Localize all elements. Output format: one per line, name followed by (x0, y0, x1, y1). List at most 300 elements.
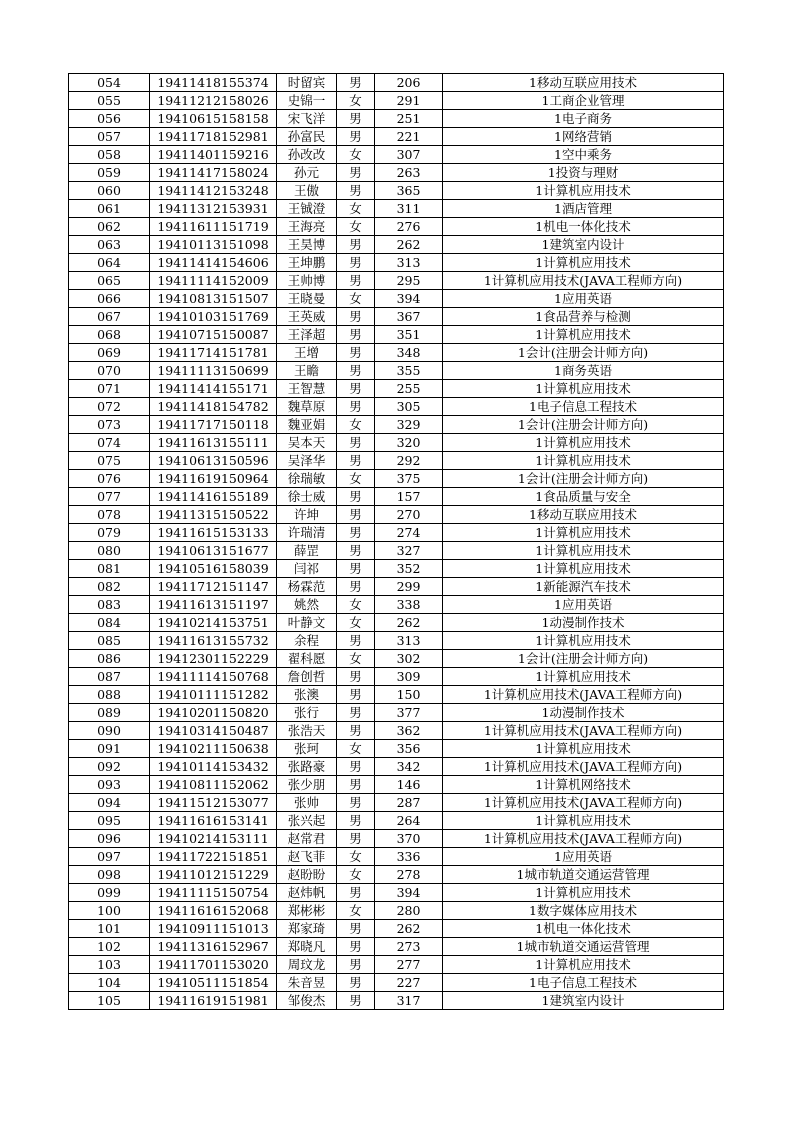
row-number-cell: 058 (69, 146, 150, 164)
score-cell: 270 (375, 506, 443, 524)
gender-cell: 男 (337, 992, 375, 1010)
table-row (69, 866, 724, 884)
gender-cell: 女 (337, 848, 375, 866)
name-cell: 吴本天 (277, 434, 337, 452)
row-number-cell: 099 (69, 884, 150, 902)
row-number-cell: 060 (69, 182, 150, 200)
table-row (69, 110, 724, 128)
gender-cell: 男 (337, 722, 375, 740)
gender-cell: 男 (337, 830, 375, 848)
exam-id-cell: 19410511151854 (150, 974, 277, 992)
gender-cell: 男 (337, 560, 375, 578)
exam-id-cell: 19411315150522 (150, 506, 277, 524)
table-row (69, 488, 724, 506)
table-row (69, 848, 724, 866)
exam-id-cell: 19411714151781 (150, 344, 277, 362)
score-cell: 278 (375, 866, 443, 884)
name-cell: 郑晓凡 (277, 938, 337, 956)
gender-cell: 男 (337, 686, 375, 704)
score-cell: 362 (375, 722, 443, 740)
table-row (69, 614, 724, 632)
major-cell: 1投资与理财 (443, 164, 724, 182)
table-row (69, 668, 724, 686)
score-cell: 276 (375, 218, 443, 236)
table-row (69, 344, 724, 362)
score-cell: 370 (375, 830, 443, 848)
major-cell: 1计算机应用技术 (443, 884, 724, 902)
major-cell: 1应用英语 (443, 848, 724, 866)
score-cell: 352 (375, 560, 443, 578)
row-number-cell: 091 (69, 740, 150, 758)
exam-id-cell: 19411619151981 (150, 992, 277, 1010)
score-cell: 348 (375, 344, 443, 362)
gender-cell: 男 (337, 812, 375, 830)
gender-cell: 男 (337, 326, 375, 344)
major-cell: 1会计(注册会计师方向) (443, 470, 724, 488)
row-number-cell: 065 (69, 272, 150, 290)
row-number-cell: 064 (69, 254, 150, 272)
major-cell: 1计算机应用技术(JAVA工程师方向) (443, 758, 724, 776)
exam-id-cell: 19411316152967 (150, 938, 277, 956)
gender-cell: 女 (337, 290, 375, 308)
exam-id-cell: 19411712151147 (150, 578, 277, 596)
gender-cell: 女 (337, 218, 375, 236)
gender-cell: 男 (337, 776, 375, 794)
score-cell: 355 (375, 362, 443, 380)
table-row (69, 74, 724, 92)
exam-id-cell: 19410516158039 (150, 560, 277, 578)
gender-cell: 男 (337, 632, 375, 650)
gender-cell: 女 (337, 92, 375, 110)
name-cell: 周玟龙 (277, 956, 337, 974)
gender-cell: 女 (337, 416, 375, 434)
row-number-cell: 089 (69, 704, 150, 722)
row-number-cell: 059 (69, 164, 150, 182)
score-cell: 305 (375, 398, 443, 416)
gender-cell: 男 (337, 254, 375, 272)
exam-id-cell: 19411012151229 (150, 866, 277, 884)
table-row (69, 596, 724, 614)
gender-cell: 男 (337, 110, 375, 128)
table-row (69, 758, 724, 776)
row-number-cell: 084 (69, 614, 150, 632)
name-cell: 张帅 (277, 794, 337, 812)
name-cell: 王晓曼 (277, 290, 337, 308)
major-cell: 1计算机应用技术(JAVA工程师方向) (443, 830, 724, 848)
table-row (69, 416, 724, 434)
major-cell: 1动漫制作技术 (443, 614, 724, 632)
major-cell: 1计算机应用技术 (443, 956, 724, 974)
gender-cell: 男 (337, 974, 375, 992)
exam-id-cell: 19411616153141 (150, 812, 277, 830)
score-cell: 150 (375, 686, 443, 704)
gender-cell: 女 (337, 200, 375, 218)
major-cell: 1计算机应用技术 (443, 182, 724, 200)
gender-cell: 男 (337, 524, 375, 542)
row-number-cell: 095 (69, 812, 150, 830)
exam-id-cell: 19411414154606 (150, 254, 277, 272)
table-row (69, 182, 724, 200)
score-cell: 365 (375, 182, 443, 200)
table-row (69, 506, 724, 524)
major-cell: 1计算机应用技术 (443, 434, 724, 452)
score-cell: 262 (375, 614, 443, 632)
name-cell: 翟科愿 (277, 650, 337, 668)
gender-cell: 男 (337, 704, 375, 722)
gender-cell: 男 (337, 956, 375, 974)
score-cell: 206 (375, 74, 443, 92)
gender-cell: 男 (337, 236, 375, 254)
gender-cell: 女 (337, 146, 375, 164)
row-number-cell: 093 (69, 776, 150, 794)
row-number-cell: 057 (69, 128, 150, 146)
table-row (69, 452, 724, 470)
exam-id-cell: 19411115150754 (150, 884, 277, 902)
exam-id-cell: 19411718152981 (150, 128, 277, 146)
table-row (69, 974, 724, 992)
name-cell: 邹俊杰 (277, 992, 337, 1010)
score-cell: 329 (375, 416, 443, 434)
score-cell: 338 (375, 596, 443, 614)
score-cell: 367 (375, 308, 443, 326)
table-row (69, 542, 724, 560)
table-row (69, 560, 724, 578)
table-row (69, 272, 724, 290)
table-row (69, 524, 724, 542)
exam-id-cell: 19411312153931 (150, 200, 277, 218)
exam-id-cell: 19411717150118 (150, 416, 277, 434)
exam-id-cell: 19410214153751 (150, 614, 277, 632)
score-cell: 377 (375, 704, 443, 722)
table-row (69, 470, 724, 488)
exam-id-cell: 19410111151282 (150, 686, 277, 704)
table-row (69, 920, 724, 938)
table-row (69, 254, 724, 272)
exam-id-cell: 19410214153111 (150, 830, 277, 848)
table-row (69, 956, 724, 974)
major-cell: 1移动互联应用技术 (443, 506, 724, 524)
exam-id-cell: 19411114152009 (150, 272, 277, 290)
major-cell: 1计算机应用技术(JAVA工程师方向) (443, 686, 724, 704)
table-row (69, 308, 724, 326)
exam-id-cell: 19411418155374 (150, 74, 277, 92)
row-number-cell: 094 (69, 794, 150, 812)
name-cell: 吴泽华 (277, 452, 337, 470)
major-cell: 1空中乘务 (443, 146, 724, 164)
row-number-cell: 096 (69, 830, 150, 848)
exam-id-cell: 19410103151769 (150, 308, 277, 326)
exam-id-cell: 19411401159216 (150, 146, 277, 164)
row-number-cell: 104 (69, 974, 150, 992)
row-number-cell: 074 (69, 434, 150, 452)
gender-cell: 女 (337, 650, 375, 668)
name-cell: 王海亮 (277, 218, 337, 236)
major-cell: 1城市轨道交通运营管理 (443, 866, 724, 884)
major-cell: 1会计(注册会计师方向) (443, 344, 724, 362)
exam-id-cell: 19411615153133 (150, 524, 277, 542)
exam-id-cell: 19411701153020 (150, 956, 277, 974)
gender-cell: 女 (337, 596, 375, 614)
major-cell: 1计算机应用技术 (443, 380, 724, 398)
exam-id-cell: 19410613151677 (150, 542, 277, 560)
score-cell: 311 (375, 200, 443, 218)
major-cell: 1新能源汽车技术 (443, 578, 724, 596)
gender-cell: 男 (337, 758, 375, 776)
gender-cell: 男 (337, 920, 375, 938)
exam-id-cell: 19410811152062 (150, 776, 277, 794)
exam-id-cell: 19410114153432 (150, 758, 277, 776)
table-row (69, 380, 724, 398)
table-row (69, 236, 724, 254)
table-body (69, 74, 724, 1010)
gender-cell: 女 (337, 740, 375, 758)
name-cell: 孙元 (277, 164, 337, 182)
table-row (69, 740, 724, 758)
gender-cell: 女 (337, 902, 375, 920)
gender-cell: 女 (337, 614, 375, 632)
major-cell: 1建筑室内设计 (443, 992, 724, 1010)
major-cell: 1计算机应用技术 (443, 452, 724, 470)
gender-cell: 男 (337, 362, 375, 380)
score-cell: 394 (375, 290, 443, 308)
name-cell: 张路豪 (277, 758, 337, 776)
name-cell: 赵炜帆 (277, 884, 337, 902)
row-number-cell: 062 (69, 218, 150, 236)
gender-cell: 男 (337, 794, 375, 812)
name-cell: 魏草原 (277, 398, 337, 416)
exam-id-cell: 19410715150087 (150, 326, 277, 344)
row-number-cell: 070 (69, 362, 150, 380)
exam-id-cell: 19410201150820 (150, 704, 277, 722)
gender-cell: 男 (337, 884, 375, 902)
exam-id-cell: 19410613150596 (150, 452, 277, 470)
name-cell: 余程 (277, 632, 337, 650)
row-number-cell: 067 (69, 308, 150, 326)
row-number-cell: 069 (69, 344, 150, 362)
table-row (69, 218, 724, 236)
gender-cell: 男 (337, 578, 375, 596)
score-cell: 317 (375, 992, 443, 1010)
major-cell: 1电子信息工程技术 (443, 398, 724, 416)
table-row (69, 398, 724, 416)
row-number-cell: 063 (69, 236, 150, 254)
major-cell: 1电子商务 (443, 110, 724, 128)
row-number-cell: 087 (69, 668, 150, 686)
row-number-cell: 088 (69, 686, 150, 704)
score-cell: 274 (375, 524, 443, 542)
name-cell: 闫祁 (277, 560, 337, 578)
name-cell: 王帅博 (277, 272, 337, 290)
score-cell: 291 (375, 92, 443, 110)
name-cell: 朱音昱 (277, 974, 337, 992)
major-cell: 1机电一体化技术 (443, 920, 724, 938)
major-cell: 1数字媒体应用技术 (443, 902, 724, 920)
name-cell: 王增 (277, 344, 337, 362)
score-cell: 313 (375, 632, 443, 650)
major-cell: 1会计(注册会计师方向) (443, 416, 724, 434)
major-cell: 1网络营销 (443, 128, 724, 146)
row-number-cell: 086 (69, 650, 150, 668)
gender-cell: 男 (337, 308, 375, 326)
score-cell: 157 (375, 488, 443, 506)
major-cell: 1应用英语 (443, 290, 724, 308)
table-row (69, 146, 724, 164)
score-cell: 287 (375, 794, 443, 812)
score-cell: 327 (375, 542, 443, 560)
major-cell: 1食品营养与检测 (443, 308, 724, 326)
name-cell: 詹创哲 (277, 668, 337, 686)
row-number-cell: 076 (69, 470, 150, 488)
name-cell: 宋飞洋 (277, 110, 337, 128)
row-number-cell: 103 (69, 956, 150, 974)
table-row (69, 164, 724, 182)
gender-cell: 男 (337, 506, 375, 524)
exam-id-cell: 19411512153077 (150, 794, 277, 812)
name-cell: 时留宾 (277, 74, 337, 92)
score-cell: 302 (375, 650, 443, 668)
score-cell: 356 (375, 740, 443, 758)
gender-cell: 男 (337, 668, 375, 686)
name-cell: 王铖澄 (277, 200, 337, 218)
exam-id-cell: 19410615158158 (150, 110, 277, 128)
row-number-cell: 072 (69, 398, 150, 416)
table-row (69, 884, 724, 902)
score-cell: 351 (375, 326, 443, 344)
score-cell: 375 (375, 470, 443, 488)
major-cell: 1计算机应用技术 (443, 668, 724, 686)
exam-id-cell: 19411616152068 (150, 902, 277, 920)
table-row (69, 776, 724, 794)
score-cell: 342 (375, 758, 443, 776)
row-number-cell: 082 (69, 578, 150, 596)
gender-cell: 男 (337, 398, 375, 416)
major-cell: 1建筑室内设计 (443, 236, 724, 254)
name-cell: 许坤 (277, 506, 337, 524)
score-cell: 309 (375, 668, 443, 686)
exam-id-cell: 19411416155189 (150, 488, 277, 506)
row-number-cell: 101 (69, 920, 150, 938)
name-cell: 赵常君 (277, 830, 337, 848)
table-row (69, 128, 724, 146)
name-cell: 张行 (277, 704, 337, 722)
row-number-cell: 090 (69, 722, 150, 740)
name-cell: 王傲 (277, 182, 337, 200)
exam-id-cell: 19410314150487 (150, 722, 277, 740)
gender-cell: 男 (337, 452, 375, 470)
row-number-cell: 098 (69, 866, 150, 884)
major-cell: 1工商企业管理 (443, 92, 724, 110)
name-cell: 许瑞清 (277, 524, 337, 542)
row-number-cell: 100 (69, 902, 150, 920)
score-cell: 146 (375, 776, 443, 794)
table-row (69, 632, 724, 650)
name-cell: 姚然 (277, 596, 337, 614)
exam-id-cell: 19411113150699 (150, 362, 277, 380)
major-cell: 1计算机应用技术 (443, 560, 724, 578)
gender-cell: 女 (337, 866, 375, 884)
name-cell: 张浩天 (277, 722, 337, 740)
exam-id-cell: 19411412153248 (150, 182, 277, 200)
name-cell: 赵飞菲 (277, 848, 337, 866)
table-row (69, 434, 724, 452)
table-row (69, 92, 724, 110)
table-row (69, 902, 724, 920)
score-cell: 262 (375, 236, 443, 254)
score-cell: 307 (375, 146, 443, 164)
score-cell: 336 (375, 848, 443, 866)
table-row (69, 578, 724, 596)
row-number-cell: 081 (69, 560, 150, 578)
name-cell: 王泽超 (277, 326, 337, 344)
score-cell: 394 (375, 884, 443, 902)
name-cell: 孙富民 (277, 128, 337, 146)
major-cell: 1计算机网络技术 (443, 776, 724, 794)
major-cell: 1电子信息工程技术 (443, 974, 724, 992)
row-number-cell: 075 (69, 452, 150, 470)
exam-id-cell: 19410813151507 (150, 290, 277, 308)
name-cell: 史锦一 (277, 92, 337, 110)
table-row (69, 650, 724, 668)
major-cell: 1计算机应用技术(JAVA工程师方向) (443, 272, 724, 290)
name-cell: 薛罡 (277, 542, 337, 560)
score-cell: 299 (375, 578, 443, 596)
exam-id-cell: 19411619150964 (150, 470, 277, 488)
name-cell: 张珂 (277, 740, 337, 758)
gender-cell: 男 (337, 380, 375, 398)
major-cell: 1计算机应用技术 (443, 326, 724, 344)
name-cell: 徐瑞敏 (277, 470, 337, 488)
gender-cell: 男 (337, 434, 375, 452)
name-cell: 王瞻 (277, 362, 337, 380)
major-cell: 1计算机应用技术(JAVA工程师方向) (443, 722, 724, 740)
gender-cell: 男 (337, 182, 375, 200)
name-cell: 郑家琦 (277, 920, 337, 938)
row-number-cell: 105 (69, 992, 150, 1010)
student-score-table (68, 73, 724, 1010)
major-cell: 1动漫制作技术 (443, 704, 724, 722)
score-cell: 320 (375, 434, 443, 452)
exam-id-cell: 19411418154782 (150, 398, 277, 416)
row-number-cell: 073 (69, 416, 150, 434)
score-cell: 255 (375, 380, 443, 398)
score-cell: 263 (375, 164, 443, 182)
score-cell: 227 (375, 974, 443, 992)
score-cell: 295 (375, 272, 443, 290)
gender-cell: 男 (337, 74, 375, 92)
table-row (69, 290, 724, 308)
major-cell: 1计算机应用技术 (443, 542, 724, 560)
name-cell: 王坤鹏 (277, 254, 337, 272)
table-row (69, 830, 724, 848)
gender-cell: 男 (337, 542, 375, 560)
name-cell: 孙改改 (277, 146, 337, 164)
major-cell: 1计算机应用技术 (443, 254, 724, 272)
major-cell: 1食品质量与安全 (443, 488, 724, 506)
table-row (69, 812, 724, 830)
name-cell: 张少朋 (277, 776, 337, 794)
major-cell: 1移动互联应用技术 (443, 74, 724, 92)
row-number-cell: 097 (69, 848, 150, 866)
score-cell: 313 (375, 254, 443, 272)
name-cell: 叶静文 (277, 614, 337, 632)
row-number-cell: 054 (69, 74, 150, 92)
row-number-cell: 055 (69, 92, 150, 110)
exam-id-cell: 19411417158024 (150, 164, 277, 182)
table-row (69, 704, 724, 722)
gender-cell: 男 (337, 128, 375, 146)
table-row (69, 992, 724, 1010)
table-row (69, 686, 724, 704)
